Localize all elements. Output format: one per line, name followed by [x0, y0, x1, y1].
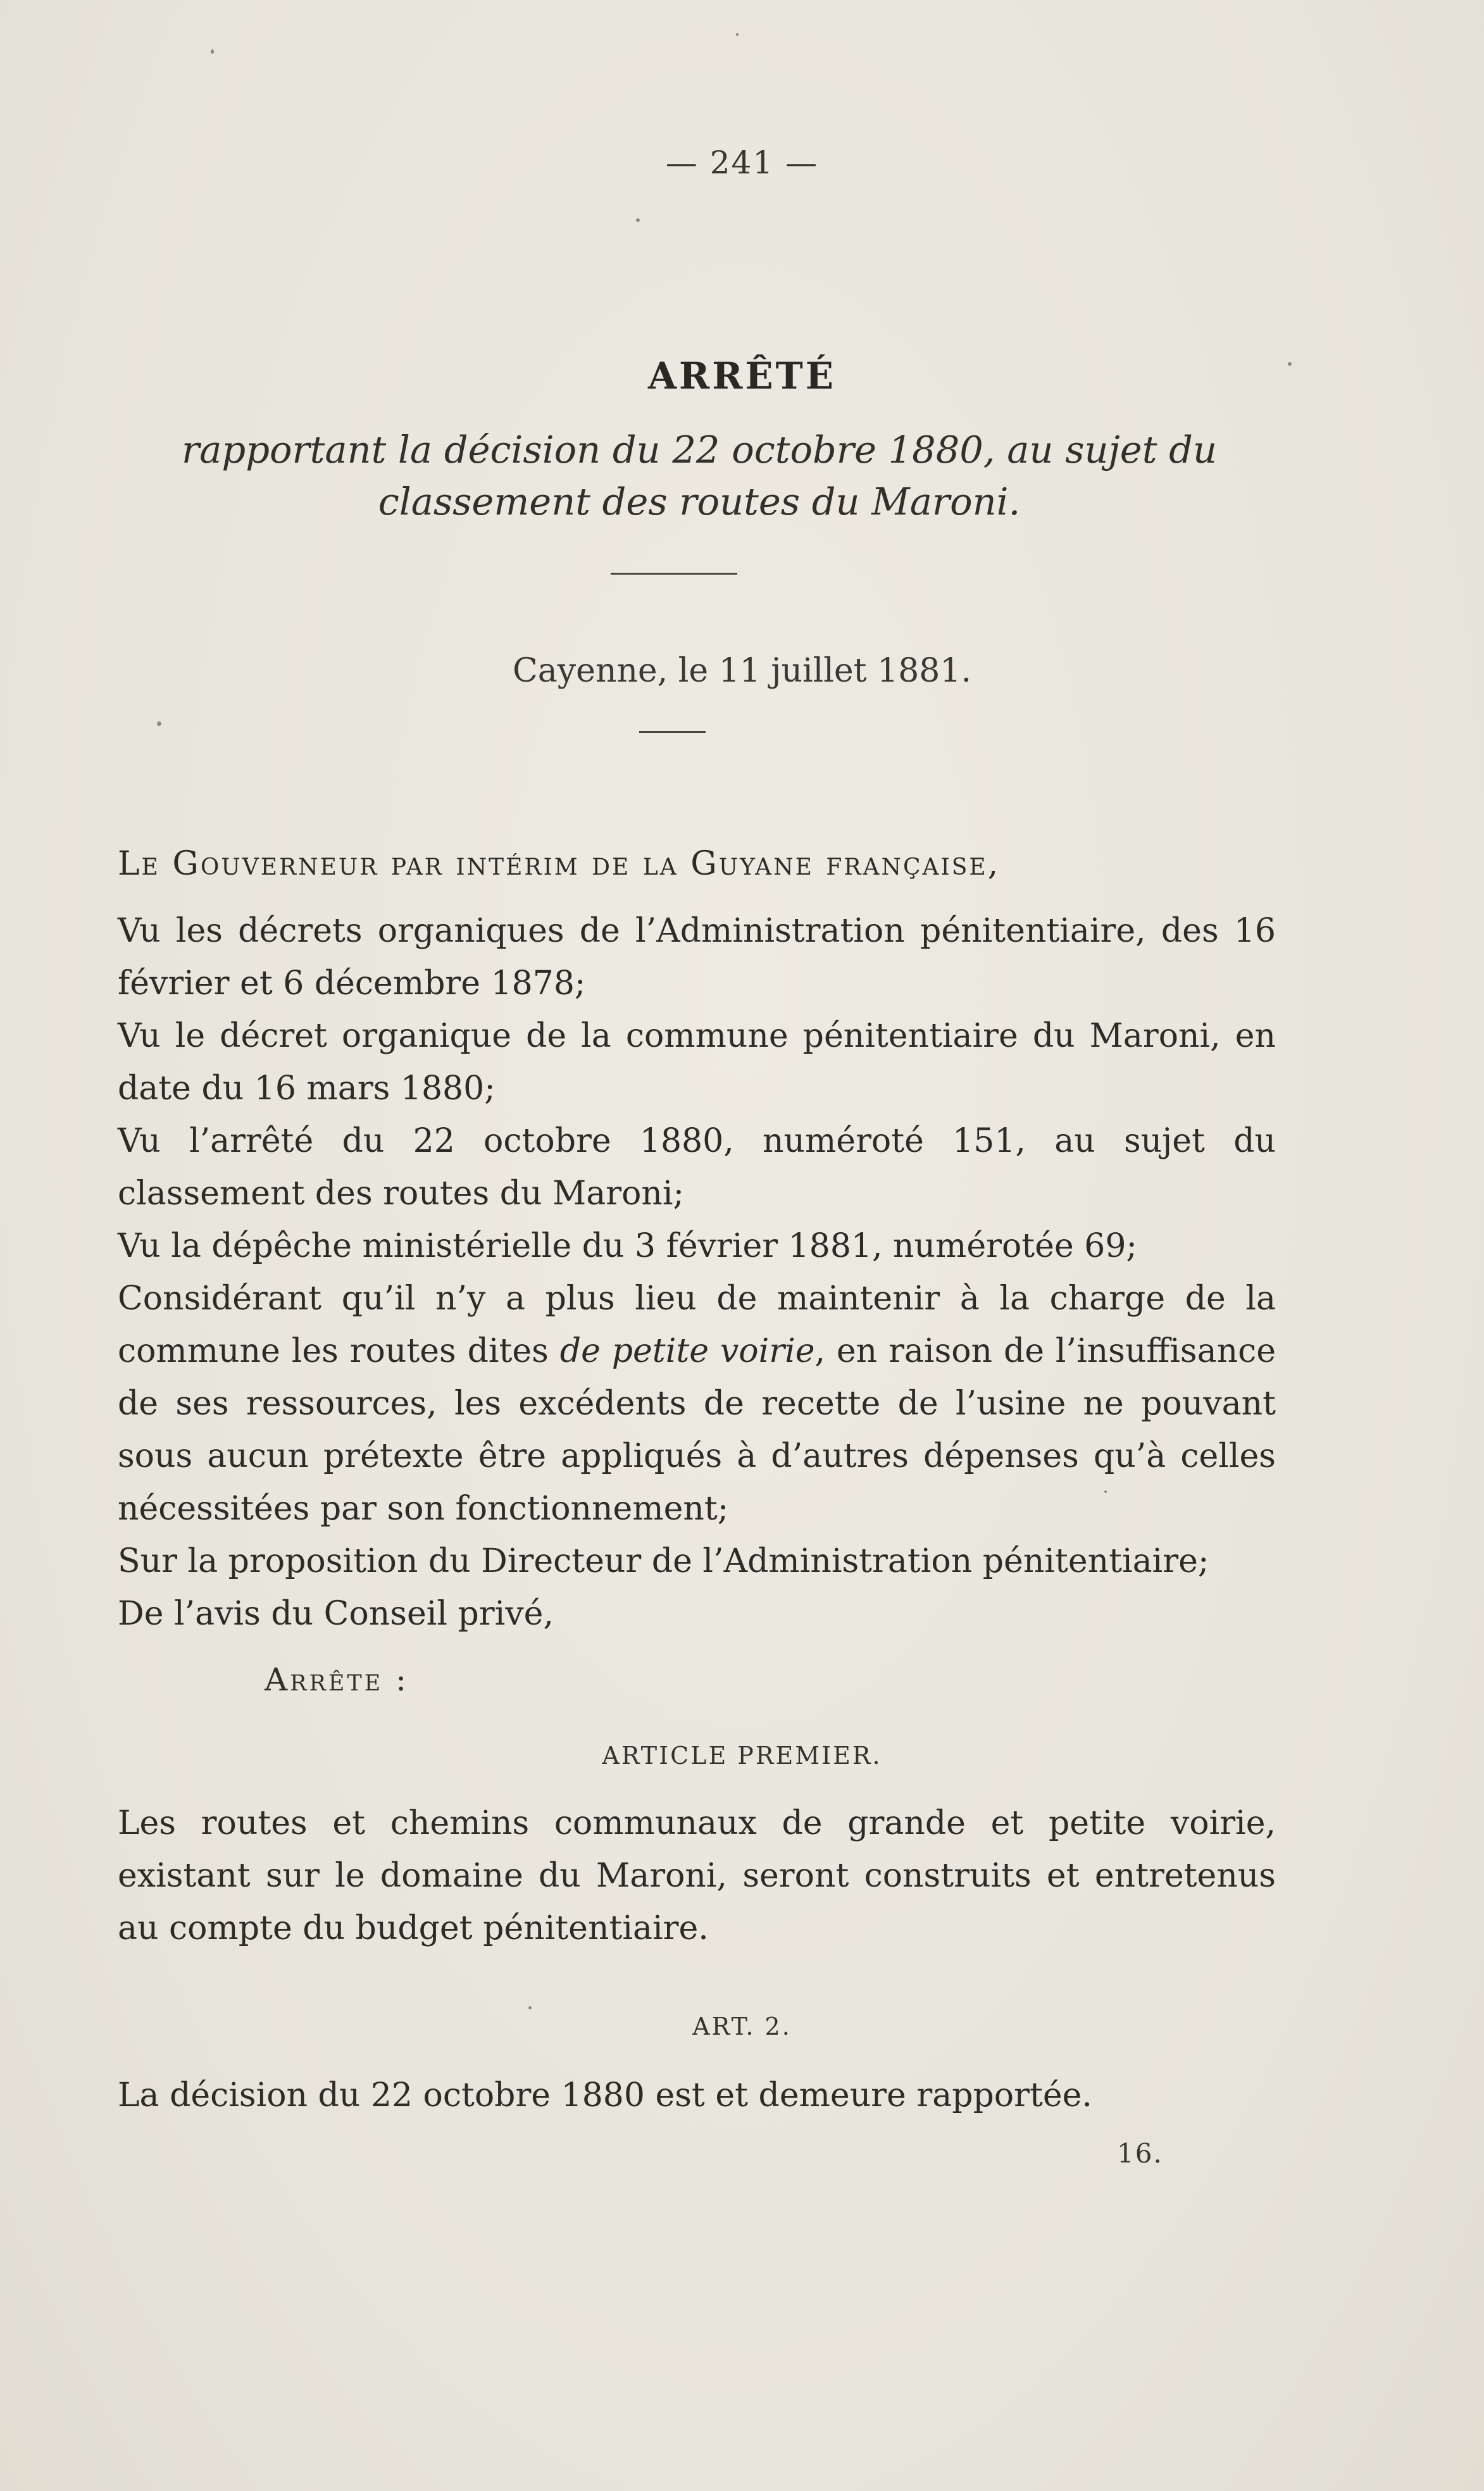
article-2-paragraph: La décision du 22 octobre 1880 est et demeure rapportée.	[118, 2076, 1092, 2114]
preamble-heading: Le Gouverneur par intérim de la Guyane française,	[118, 845, 1001, 883]
article-2-text	[118, 2070, 1276, 2122]
arrete-label: Arrête :	[265, 1661, 409, 1698]
article-1-paragraph: Les routes et chemins communaux de grande et petite voirie, existant sur le domaine du Maroni, seront construits et entretenus au compte du budget pénitentiaire.	[118, 1804, 1276, 1947]
page-number: — 241 —	[665, 144, 819, 181]
paper-speck	[1288, 362, 1292, 366]
article-1-heading: ARTICLE PREMIER.	[602, 1742, 882, 1770]
consideration-paragraph: Vu les décrets organiques de l’Administration pénitentiaire, des 16 février et 6 décembre 1878;	[118, 912, 1276, 1002]
paper-speck	[157, 721, 161, 726]
considerations-block	[118, 905, 1276, 1640]
signature-mark: 16.	[1117, 2138, 1163, 2169]
paper-speck	[211, 49, 214, 54]
document-subtitle: rapportant la décision du 22 octobre 1880, au sujet du classement des routes du Maroni.	[182, 428, 1217, 523]
consideration-paragraph: Vu l’arrêté du 22 octobre 1880, numéroté 151, au sujet du classement des routes du Maroni;	[118, 1122, 1276, 1213]
paper-speck	[636, 218, 640, 222]
article-2-heading: ART. 2.	[692, 2013, 792, 2040]
date-line: Cayenne, le 11 juillet 1881.	[513, 652, 971, 690]
document-title: ARRÊTÉ	[648, 354, 836, 397]
consideration-paragraph: Sur la proposition du Directeur de l’Administration pénitentiaire;	[118, 1542, 1209, 1580]
considerant-text-end: , en raison de l’insuffisance de ses ressources, les excédents de recette de l’usine ne pouvant sous aucun prétexte être appliqués à d’autres dépenses qu’à celles nécessitées par son fonctionnement;	[118, 1332, 1276, 1528]
considerant-emphasis: de petite voirie	[559, 1332, 815, 1370]
title-divider	[611, 573, 737, 575]
paper-speck	[528, 2006, 532, 2009]
consideration-paragraph: Vu la dépêche ministérielle du 3 février 1881, numérotée 69;	[118, 1227, 1137, 1265]
considerant-text-start: Considérant qu’il n’y a plus lieu de maintenir à la charge de la commune les routes dites	[118, 1280, 1276, 1370]
consideration-paragraph-considerant	[118, 1273, 1276, 1535]
consideration-paragraph: De l’avis du Conseil privé,	[118, 1595, 554, 1633]
date-divider	[639, 731, 706, 733]
paper-speck	[1104, 1490, 1107, 1493]
paper-speck	[736, 33, 739, 36]
consideration-paragraph: Vu le décret organique de la commune pénitentiaire du Maroni, en date du 16 mars 1880;	[118, 1017, 1276, 1108]
article-1-text	[118, 1797, 1276, 1955]
